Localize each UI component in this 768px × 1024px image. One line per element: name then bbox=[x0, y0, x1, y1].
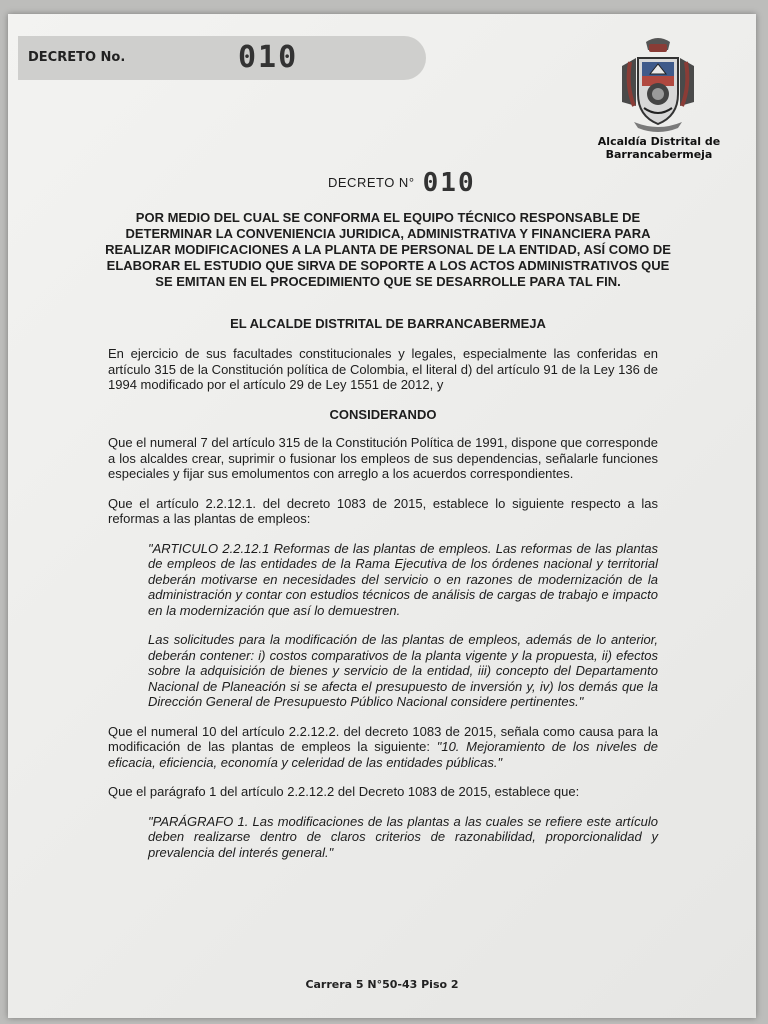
banner-label: DECRETO No. bbox=[28, 50, 126, 65]
decree-body bbox=[108, 346, 658, 874]
decree-heading bbox=[328, 168, 528, 198]
paragraph-3-quote: "10. Mejoramiento de los niveles de eficacia, eficiencia, economía y celeridad de las entidades públicas." bbox=[108, 739, 658, 770]
quoted-article-paragraph-2: Las solicitudes para la modificación de las plantas de empleos, además de lo anterior, deberán contener: i) costos comparativos de la planta vigente y la propuesta, ii) efectos sobre la adquisición de bienes y servicio de la entidad, iii) concepto del Departamento Nacional de Planeación si se afecta el presupuesto de inversión y, iv) los demás que la Dirección General de Presupuesto Público Nacional considere pertinentes." bbox=[148, 632, 658, 709]
banner-decree-number: 010 bbox=[238, 40, 299, 75]
office-name bbox=[584, 135, 734, 161]
office-name-line2: Barrancabermeja bbox=[605, 148, 713, 161]
document-page bbox=[8, 14, 756, 1018]
considerando-paragraph-3 bbox=[108, 724, 658, 771]
preamble-paragraph: En ejercicio de sus facultades constitucionales y legales, especialmente las conferidas en artículo 315 de la Constitución política de Colombia, el literal d) del artículo 91 de la Ley 136 de 1994 modificado por el artículo 29 de Ley 1551 de 2012, y bbox=[108, 346, 658, 392]
quoted-paragraph-1: "PARÁGRAFO 1. Las modificaciones de las plantas a las cuales se refiere este artículo deben realizarse dentro de claros criterios de razonabilidad, proporcionalidad y prevalencia del interés general." bbox=[148, 813, 658, 860]
decree-number: 010 bbox=[422, 168, 476, 198]
decree-title: POR MEDIO DEL CUAL SE CONFORMA EL EQUIPO TÉCNICO RESPONSABLE DE DETERMINAR LA CONVENIENCIA JURIDICA, ADMINISTRATIVA Y FINANCIERA PARA REALIZAR MODIFICACIONES A LA PLANTA DE PERSONAL DE LA ENTIDAD, ASÍ COMO DE ELABORAR EL ESTUDIO QUE SIRVA DE SOPORTE A LOS ACTOS ADMINISTRATIVOS QUE SE EMITAN EN EL PROCEDIMIENTO QUE SE DESARROLLE PARA TAL FIN. bbox=[105, 210, 671, 289]
coat-of-arms-icon bbox=[616, 36, 700, 136]
decree-label: DECRETO N° bbox=[328, 175, 415, 190]
paragraph-3-text: Que el numeral 10 del artículo 2.2.12.2. del decreto 1083 de 2015, señala como causa para la modificación de las plantas de empleos la siguiente: bbox=[108, 723, 658, 754]
quoted-article-paragraph-1: "ARTICULO 2.2.12.1 Reformas de las plantas de empleos. Las reformas de las plantas de empleos de las entidades de la Rama Ejecutiva de los órdenes nacional y territorial deberán motivarse en necesidades del servicio o en razones de modernización de la administración y contar con estudios técnicos de análisis de cargas de trabajo e impacto en la modernización que así lo demuestren. bbox=[148, 540, 658, 618]
decree-issuer: EL ALCALDE DISTRITAL DE BARRANCABERMEJA bbox=[230, 316, 546, 331]
considerando-paragraph-2: Que el artículo 2.2.12.1. del decreto 1083 de 2015, establece lo siguiente respecto a las reformas a las plantas de empleos: bbox=[108, 495, 658, 526]
considerando-heading: CONSIDERANDO bbox=[329, 406, 437, 422]
considerando-paragraph-4: Que el parágrafo 1 del artículo 2.2.12.2 del Decreto 1083 de 2015, establece que: bbox=[108, 784, 580, 799]
office-name-line1: Alcaldía Distrital de bbox=[597, 135, 721, 148]
footer-address: Carrera 5 N°50-43 Piso 2 bbox=[305, 978, 459, 991]
considerando-paragraph-1: Que el numeral 7 del artículo 315 de la Constitución Política de 1991, dispone que corresponde a los alcaldes crear, suprimir o fusionar los empleos de sus dependencias, señalarle funciones especiales y fijar sus emolumentos con arreglo a los acuerdos correspondientes. bbox=[108, 435, 658, 481]
